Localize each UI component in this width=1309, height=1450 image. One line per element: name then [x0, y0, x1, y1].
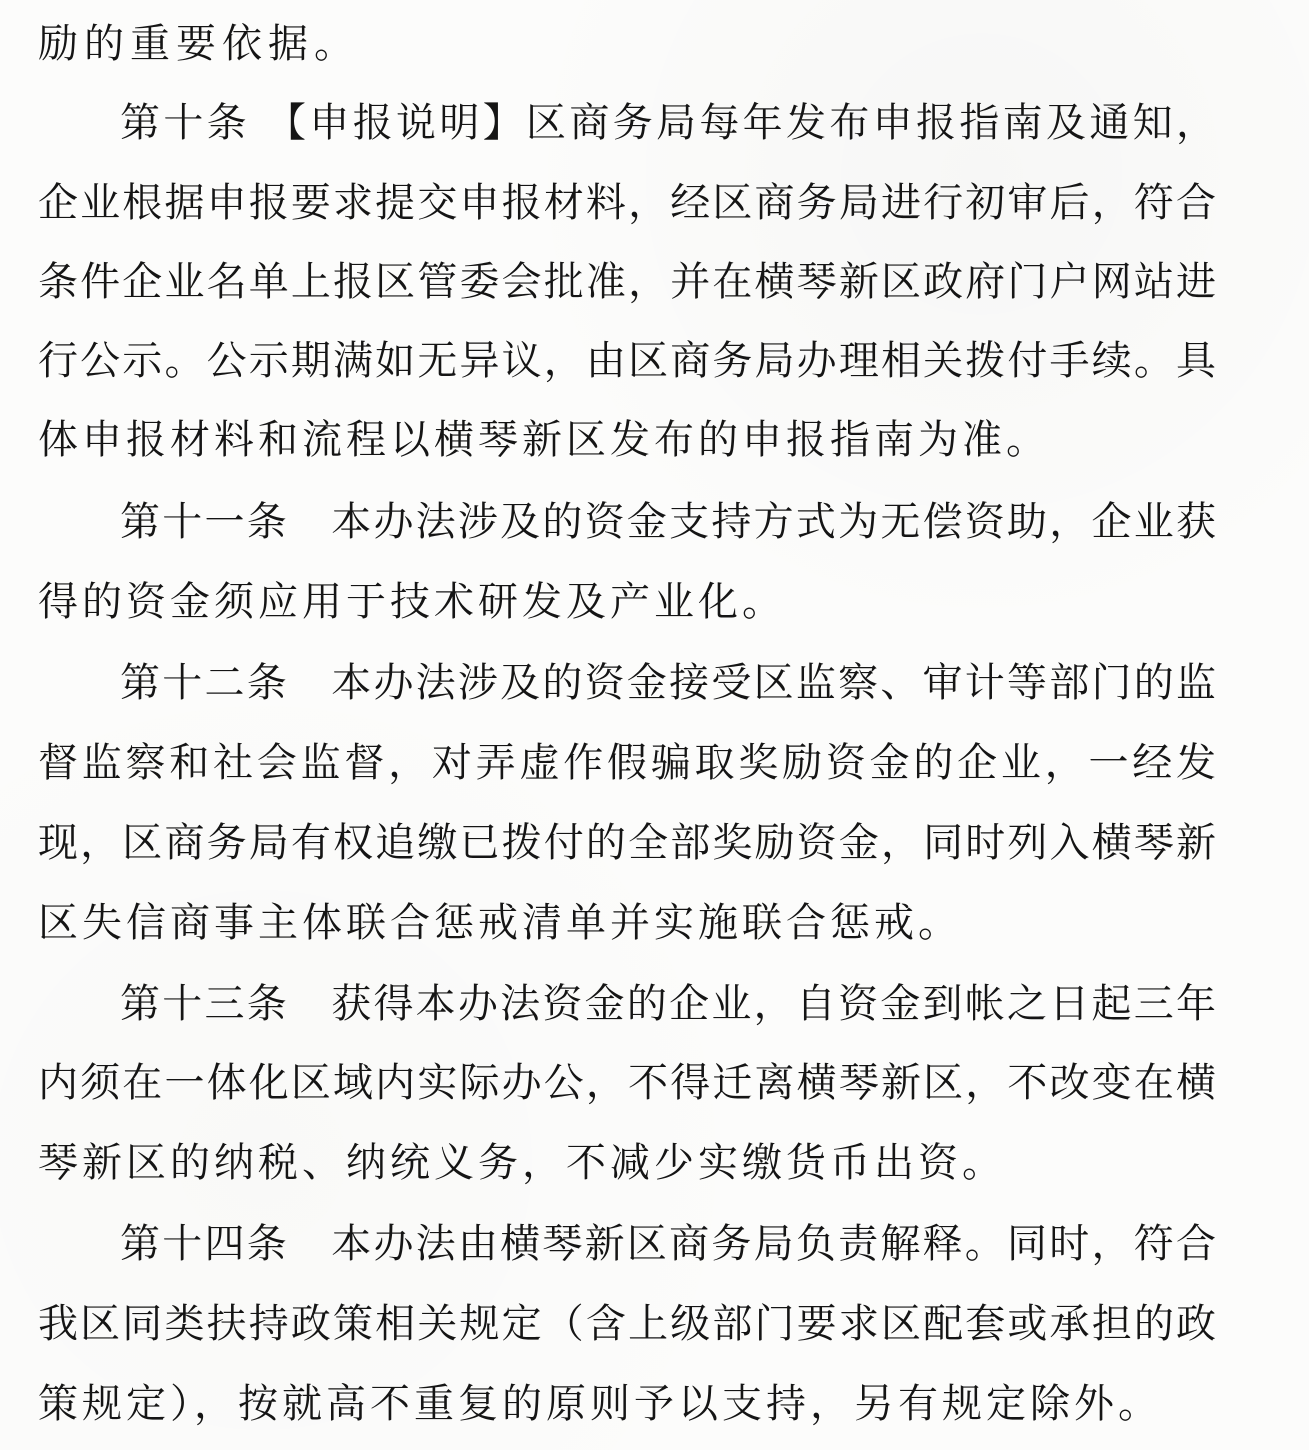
article-10-line-1: 第十条 【申报说明】区商务局每年发布申报指南及通知， [120, 100, 1216, 146]
article-12-line-2: 督监察和社会监督，对弄虚作假骗取奖励资金的企业，一经发 [38, 740, 1216, 786]
article-11-line-2: 得的资金须应用于技术研发及产业化。 [38, 579, 786, 625]
article-10-line-2: 企业根据申报要求提交申报材料，经区商务局进行初审后，符合 [38, 180, 1216, 226]
article-14-line-2: 我区同类扶持政策相关规定（含上级部门要求区配套或承担的政 [38, 1301, 1216, 1347]
article-12-line-3: 现，区商务局有权追缴已拨付的全部奖励资金，同时列入横琴新 [38, 820, 1216, 866]
article-10-line-4: 行公示。公示期满如无异议，由区商务局办理相关拨付手续。具 [38, 338, 1216, 384]
article-12-line-4: 区失信商事主体联合惩戒清单并实施联合惩戒。 [38, 900, 962, 946]
article-14-line-1: 第十四条 本办法由横琴新区商务局负责解释。同时，符合 [120, 1221, 1216, 1267]
continued-paragraph-end: 励的重要依据。 [38, 21, 360, 67]
article-13-line-2: 内须在一体化区域内实际办公，不得迁离横琴新区，不改变在横 [38, 1060, 1216, 1106]
article-10-line-3: 条件企业名单上报区管委会批准，并在横琴新区政府门户网站进 [38, 259, 1216, 305]
article-11-line-1: 第十一条 本办法涉及的资金支持方式为无偿资助，企业获 [120, 499, 1216, 545]
article-13-line-1: 第十三条 获得本办法资金的企业，自资金到帐之日起三年 [120, 981, 1216, 1027]
article-14-line-3: 策规定），按就高不重复的原则予以支持，另有规定除外。 [38, 1381, 1162, 1427]
article-10-line-5: 体申报材料和流程以横琴新区发布的申报指南为准。 [38, 417, 1050, 463]
article-13-line-3: 琴新区的纳税、纳统义务，不减少实缴货币出资。 [38, 1140, 1006, 1186]
article-12-line-1: 第十二条 本办法涉及的资金接受区监察、审计等部门的监 [120, 660, 1216, 706]
